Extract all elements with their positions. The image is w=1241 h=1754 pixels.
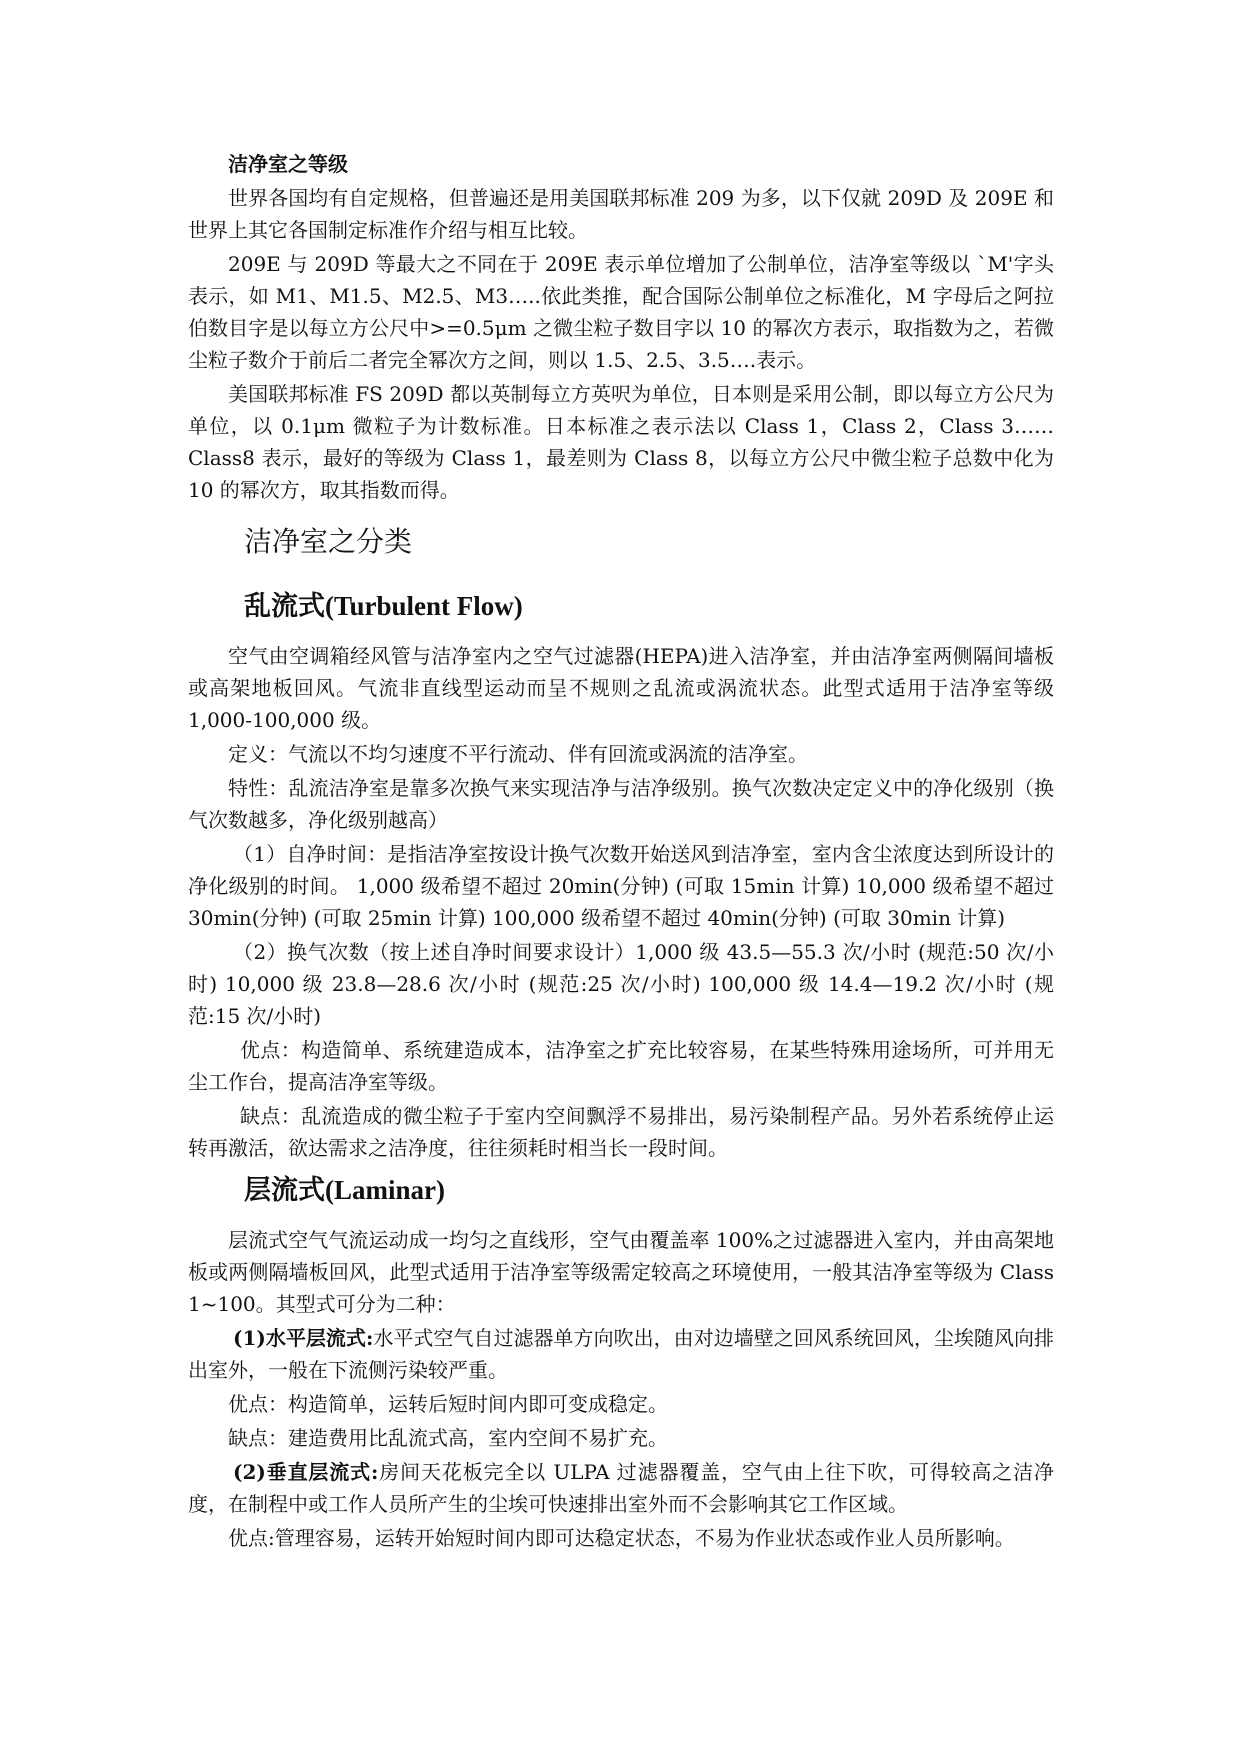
paragraph-turbulent-air-changes: （2）换气次数（按上述自净时间要求设计）1,000 级 43.5—55.3 次/小时 (规范:50 次/小时) 10,000 级 23.8—28.6 次/小时 (规范:25 次/小时) 100,000 级 14.4—19.2 次/小时 (规范:15 次/小时) (188, 940, 1054, 1028)
paragraph-grade-3: 美国联邦标准 FS 209D 都以英制每立方英呎为单位，日本则是采用公制，即以每立方公尺为单位，以 0.1μm 微粒子为计数标准。日本标准之表示法以 Class 1，Class 2，Class 3……Class8 表示，最好的等级为 Class 1，最差则为 Class 8，以每立方公尺中微尘粒子总数中化为 10 的幂次方，取其指数而得。 (188, 382, 1054, 502)
label-horizontal-laminar: (1)水平层流式: (233, 1326, 374, 1350)
document-body (188, 148, 1054, 1556)
paragraph-turbulent-self-clean-time: （1）自净时间：是指洁净室按设计换气次数开始送风到洁净室，室内含尘浓度达到所设计的净化级别的时间。 1,000 级希望不超过 20min(分钟) (可取 15min 计算) 10,000 级希望不超过 30min(分钟) (可取 25min 计算) 100,000 级希望不超过 40min(分钟) (可取 30min 计算) (188, 842, 1054, 930)
heading-cleanroom-grade: 洁净室之等级 (228, 152, 348, 176)
paragraph-turbulent-definition: 定义：气流以不均匀速度不平行流动、伴有回流或涡流的洁净室。 (228, 742, 808, 766)
paragraph-horizontal-cons: 缺点：建造费用比乱流式高，室内空间不易扩充。 (228, 1426, 668, 1450)
paragraph-grade-1: 世界各国均有自定规格，但普遍还是用美国联邦标准 209 为多，以下仅就 209D 及 209E 和世界上其它各国制定标准作介绍与相互比较。 (188, 186, 1054, 242)
paragraph-vertical-laminar (188, 1456, 1054, 1520)
text-vertical-laminar: 房间天花板完全以 ULPA 过滤器覆盖，空气由上往下吹，可得较高之洁净度，在制程中或工作人员所产生的尘埃可快速排出室外而不会影响其它工作区域。 (188, 1460, 1054, 1516)
paragraph-turbulent-pros: 优点：构造简单、系统建造成本，洁净室之扩充比较容易，在某些特殊用途场所，可并用无尘工作台，提高洁净室等级。 (188, 1038, 1054, 1094)
paragraph-turbulent-feature: 特性：乱流洁净室是靠多次换气来实现洁净与洁净级别。换气次数决定定义中的净化级别（换气次数越多，净化级别越高） (188, 776, 1054, 832)
heading-turbulent-flow: 乱流式(Turbulent Flow) (244, 591, 523, 621)
paragraph-vertical-pros: 优点:管理容易，运转开始短时间内即可达稳定状态，不易为作业状态或作业人员所影响。 (228, 1526, 1015, 1550)
paragraph-laminar-intro: 层流式空气气流运动成一均匀之直线形，空气由覆盖率 100%之过滤器进入室内，并由高架地板或两侧隔墙板回风，此型式适用于洁净室等级需定较高之环境使用，一般其洁净室等级为 Class 1~100。其型式可分为二种： (188, 1228, 1054, 1316)
paragraph-horizontal-pros: 优点：构造简单，运转后短时间内即可变成稳定。 (228, 1392, 668, 1416)
text-horizontal-laminar: 水平式空气自过滤器单方向吹出，由对边墙壁之回风系统回风，尘埃随风向排出室外，一般在下流侧污染较严重。 (188, 1326, 1054, 1382)
heading-laminar-flow: 层流式(Laminar) (244, 1175, 445, 1205)
paragraph-grade-2: 209E 与 209D 等最大之不同在于 209E 表示单位增加了公制单位，洁净室等级以 `M'字头表示，如 M1、M1.5、M2.5、M3…..依此类推，配合国际公制单位之标准化，M 字母后之阿拉伯数目字是以每立方公尺中>=0.5μm 之微尘粒子数目字以 10 的幂次方表示，取指数为之，若微尘粒子数介于前后二者完全幂次方之间，则以 1.5、2.5、3.5….表示。 (188, 252, 1054, 372)
paragraph-turbulent-intro: 空气由空调箱经风管与洁净室内之空气过滤器(HEPA)进入洁净室，并由洁净室两侧隔间墙板或高架地板回风。气流非直线型运动而呈不规则之乱流或涡流状态。此型式适用于洁净室等级 1,000-100,000 级。 (188, 644, 1054, 732)
heading-cleanroom-classification: 洁净室之分类 (244, 525, 413, 558)
paragraph-turbulent-cons: 缺点：乱流造成的微尘粒子于室内空间飘浮不易排出，易污染制程产品。另外若系统停止运转再激活，欲达需求之洁净度，往往须耗时相当长一段时间。 (188, 1104, 1054, 1160)
paragraph-horizontal-laminar (188, 1322, 1054, 1386)
label-vertical-laminar: (2)垂直层流式: (233, 1460, 379, 1484)
